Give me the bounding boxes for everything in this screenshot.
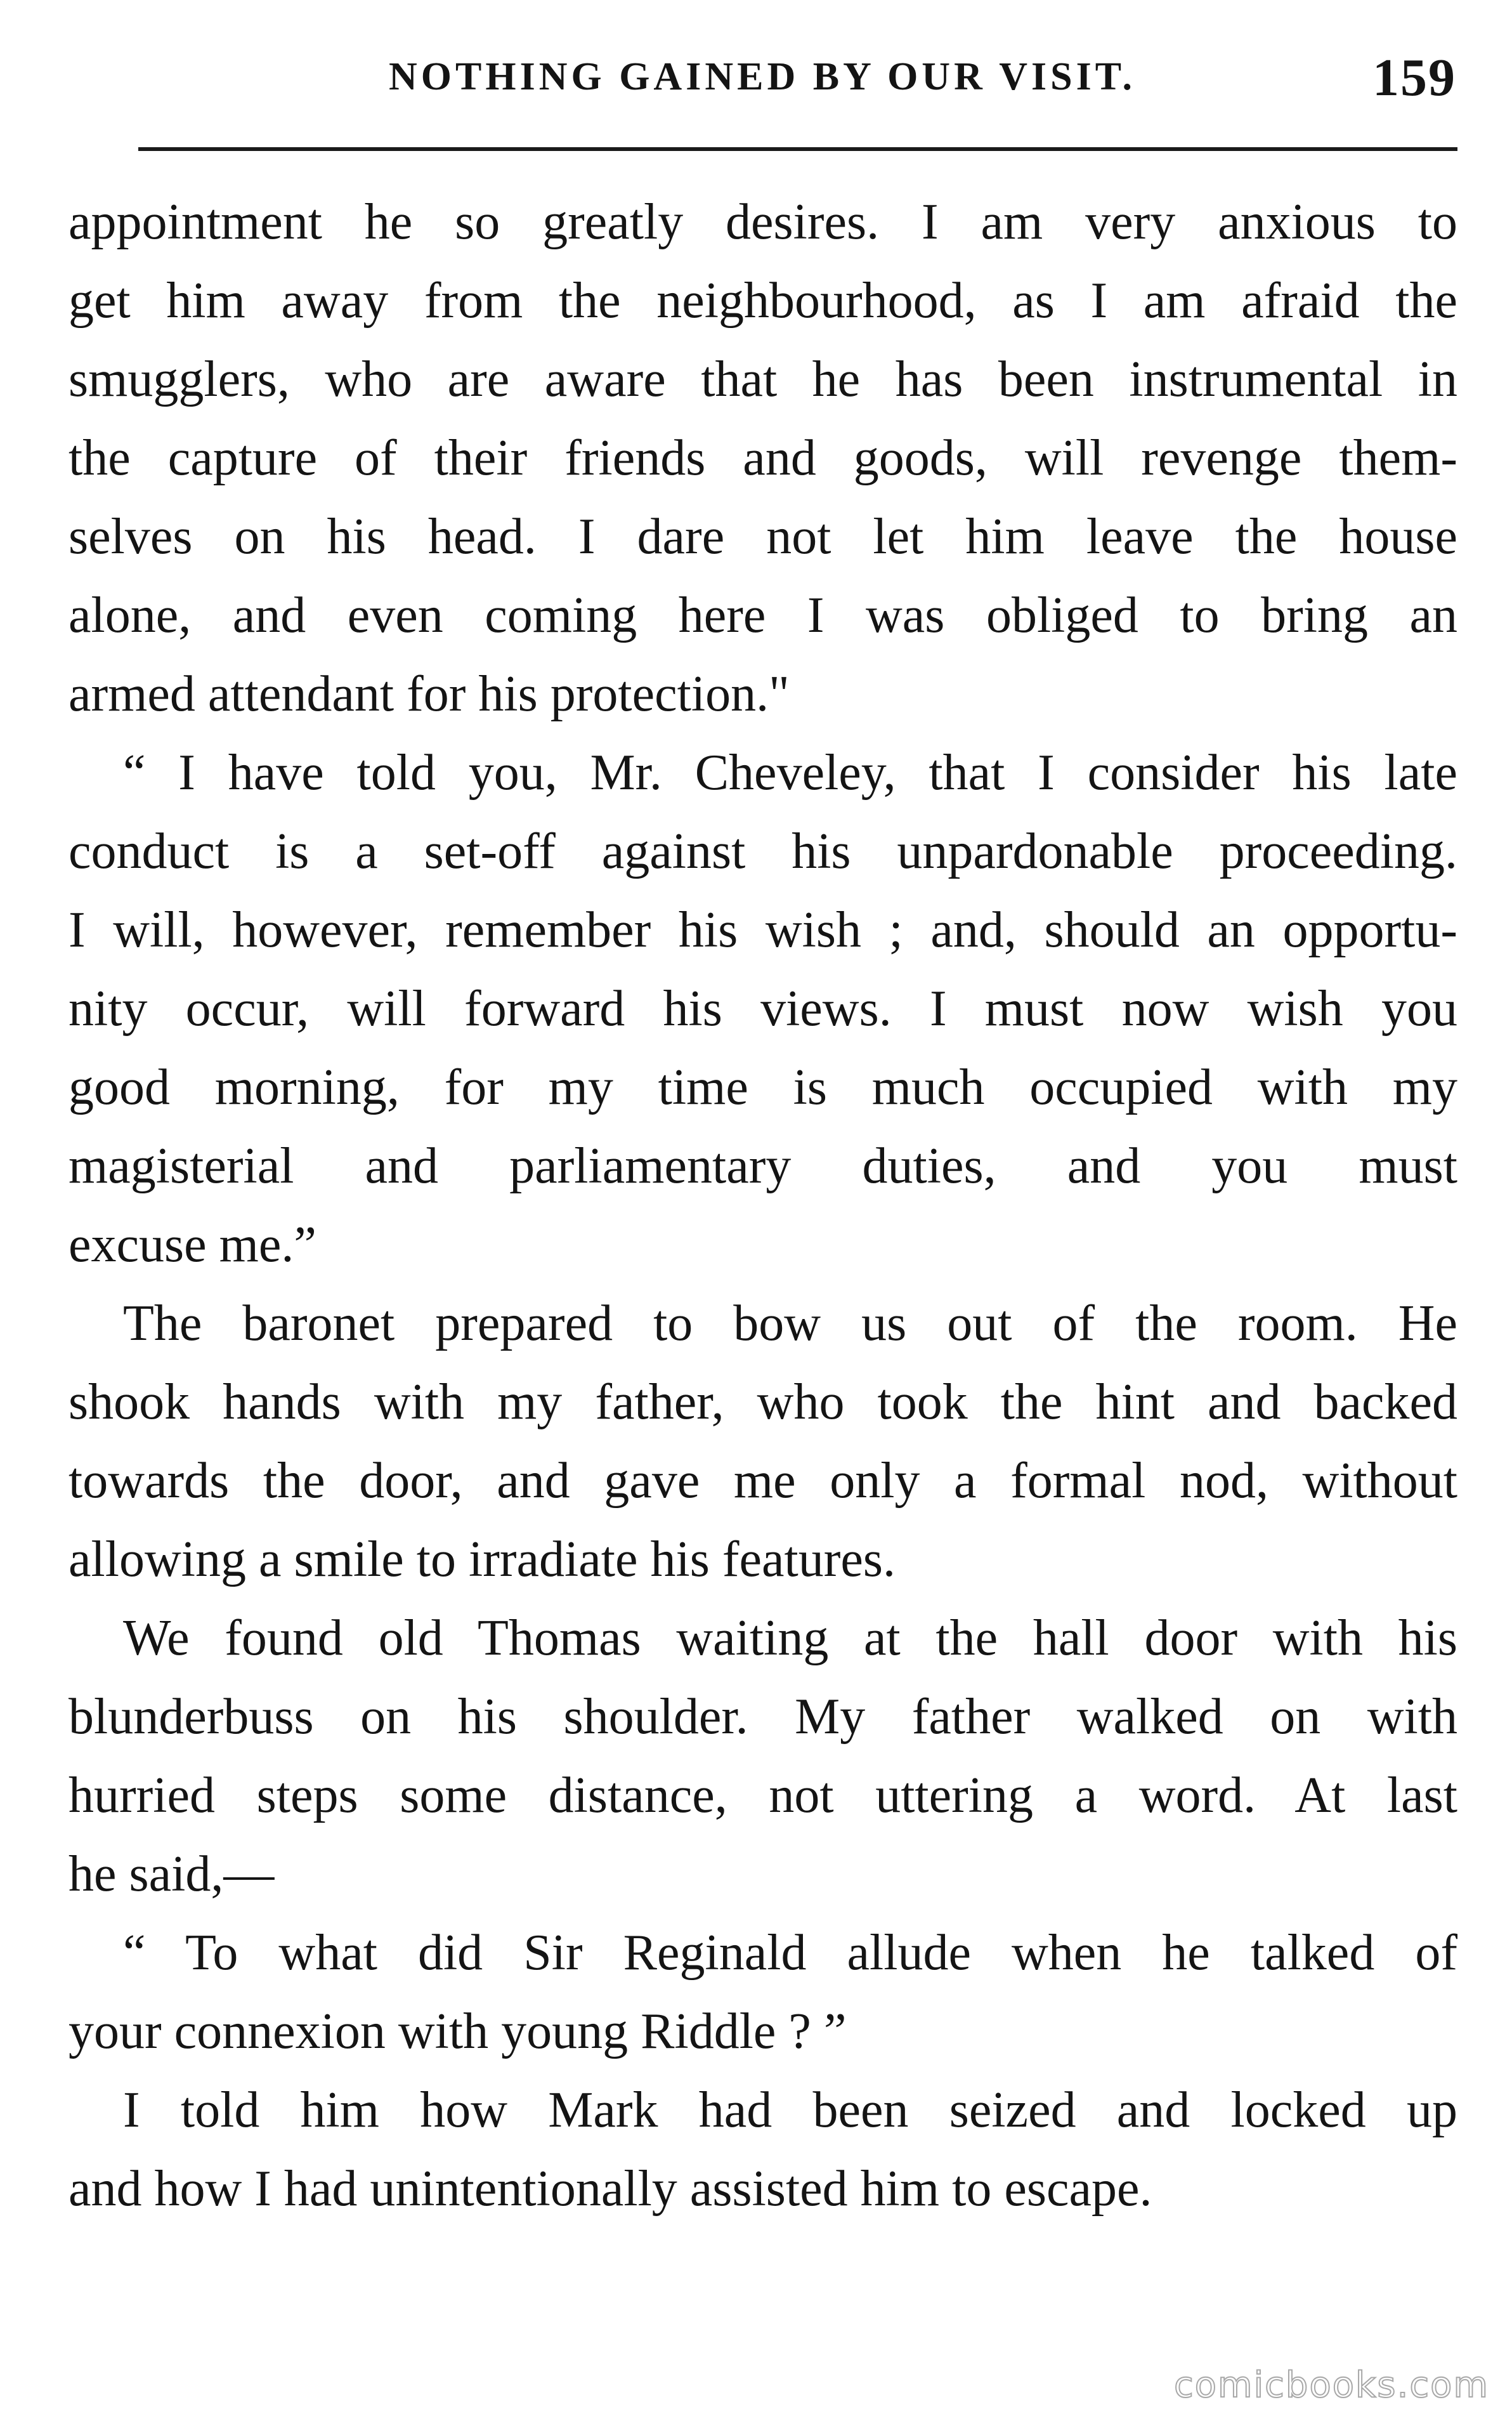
text-line: nity occur, will forward his views. I must now wish you (68, 981, 1457, 1037)
text-line: good morning, for my time is much occupied with my (68, 1060, 1457, 1115)
text-line: excuse me.” (68, 1217, 316, 1273)
text-line: hurried steps some distance, not uttering a word. At last (68, 1768, 1457, 1823)
text-line: the capture of their friends and goods, will revenge them- (68, 430, 1457, 486)
text-line: “ I have told you, Mr. Cheveley, that I consider his late (123, 745, 1457, 801)
text-line: he said,— (68, 1846, 275, 1902)
text-line: selves on his head. I dare not let him leave the house (68, 509, 1457, 565)
running-head (68, 46, 1456, 122)
body-text (68, 183, 1457, 2228)
text-line: I told him how Mark had been seized and locked up (123, 2082, 1457, 2138)
text-line: conduct is a set-off against his unpardonable proceeding. (68, 823, 1457, 879)
text-line: appointment he so greatly desires. I am very anxious to (68, 194, 1457, 250)
page-number: 159 (1372, 48, 1456, 107)
text-line: blunderbuss on his shoulder. My father walked on with (68, 1689, 1457, 1745)
text-line: I will, however, remember his wish ; and, should an opportu- (68, 902, 1457, 958)
text-line: your connexion with young Riddle ? ” (68, 2004, 847, 2059)
text-line: towards the door, and gave me only a formal nod, without (68, 1453, 1457, 1509)
running-title: NOTHING GAINED BY OUR VISIT. (389, 55, 1136, 98)
header-rule (138, 147, 1457, 151)
text-line: allowing a smile to irradiate his features. (68, 1532, 896, 1587)
text-line: armed attendant for his protection." (68, 666, 790, 722)
watermark-logo: comicbooks.com (1173, 2365, 1489, 2406)
text-line: alone, and even coming here I was obliged to bring an (68, 587, 1457, 643)
text-line: “ To what did Sir Reginald allude when he talked of (123, 1925, 1457, 1981)
text-line: The baronet prepared to bow us out of the room. He (123, 1296, 1457, 1351)
text-line: magisterial and parliamentary duties, and you must (68, 1138, 1457, 1194)
text-line: smugglers, who are aware that he has been instrumental in (68, 351, 1457, 407)
text-line: and how I had unintentionally assisted him to escape. (68, 2161, 1152, 2217)
text-line: shook hands with my father, who took the hint and backed (68, 1374, 1457, 1430)
text-line: We found old Thomas waiting at the hall door with his (123, 1610, 1457, 1666)
text-line: get him away from the neighbourhood, as I am afraid the (68, 273, 1457, 329)
